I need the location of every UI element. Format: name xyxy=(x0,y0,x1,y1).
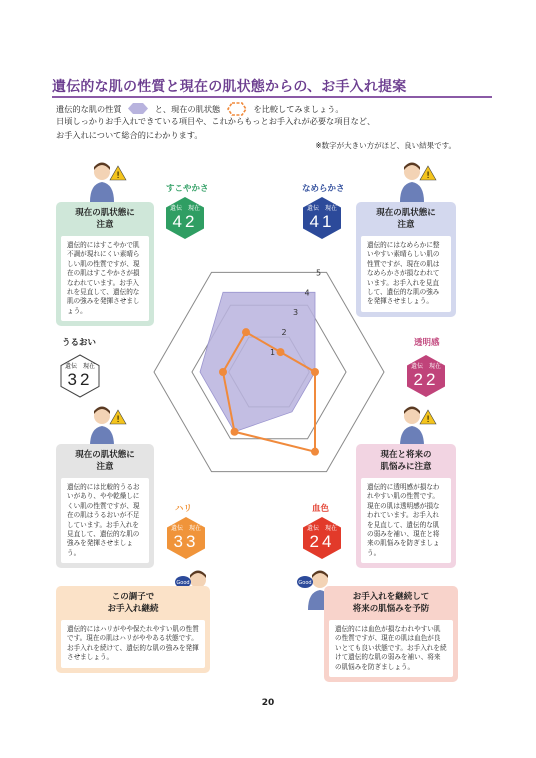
card-kesshoku xyxy=(324,586,458,682)
card-head-sukoyakasa xyxy=(56,202,154,236)
card-head-hari xyxy=(56,586,210,620)
current-point-1 xyxy=(242,328,250,336)
page-title: 遺伝的な肌の性質と現在の肌状態からの、お手入れ提案 xyxy=(52,79,407,95)
intro-text-genetic: 遺伝的な肌の性質 xyxy=(56,104,122,114)
svg-text:Good: Good xyxy=(298,580,312,586)
label-sukoyakasa: すこやかさ xyxy=(166,184,209,194)
card-head-kesshoku xyxy=(324,586,458,620)
card-nameraka xyxy=(356,202,456,317)
scale-label-5: 5 xyxy=(315,268,322,278)
card-body-uruoi: 遺伝的には比較的うるおいがあり、やや乾燥しにくい肌の性質ですが、現在の肌はうるおいが不足しています。お手入れを見直して、遺伝的な肌の強みを発揮させましょう。 xyxy=(61,478,149,563)
card-head-toumeikan xyxy=(356,444,456,478)
badge-hari xyxy=(164,516,208,560)
label-uruoi: うるおい xyxy=(62,338,97,348)
current-point-6 xyxy=(219,368,227,376)
person-warning-icon xyxy=(398,404,438,446)
title-divider xyxy=(52,96,492,98)
svg-text:Good: Good xyxy=(176,580,190,586)
intro-line-1 xyxy=(56,102,344,116)
svg-text:!: ! xyxy=(426,171,430,181)
label-kesshoku: 血色 xyxy=(312,504,330,514)
badge-nums-nameraka: 41 xyxy=(309,212,335,231)
score-note: ※数字が大きい方がほど、良い結果です。 xyxy=(315,141,456,150)
badge-nums-sukoyakasa: 42 xyxy=(172,212,198,231)
badge-uruoi xyxy=(58,354,102,398)
badge-sub-uruoi: 遺伝 現在 xyxy=(64,363,95,370)
label-hari: ハリ xyxy=(175,504,193,514)
intro-text-current: と、現在の肌状態 xyxy=(154,104,221,114)
scale-label-4: 4 xyxy=(304,288,310,298)
card-head-line: 現在の肌状態に 注意 xyxy=(376,208,436,230)
badge-sub-sukoyakasa: 遺伝 現在 xyxy=(169,205,200,212)
card-head-uruoi xyxy=(56,444,154,478)
card-hari xyxy=(56,586,210,673)
card-body-kesshoku: 遺伝的には血色が損なわれやすい肌の性質ですが、現在の肌は血色が良いとても良い状態です。お手入れを続けて遺伝的な肌の弱みを補い、将来の肌悩みを防ぎましょう。 xyxy=(329,620,453,677)
label-toumeikan: 透明感 xyxy=(414,338,440,348)
card-head-line: 現在の肌状態に 注意 xyxy=(75,208,135,230)
card-sukoyakasa xyxy=(56,202,154,326)
badge-nums-toumeikan: 22 xyxy=(413,370,439,389)
badge-sub-nameraka: 遺伝 現在 xyxy=(306,205,337,212)
card-head-line: 現在の肌状態に 注意 xyxy=(75,450,135,472)
card-head-line: お手入れを継続して 将来の肌悩みを予防 xyxy=(352,592,430,614)
person-warning-icon xyxy=(88,160,128,202)
svg-text:!: ! xyxy=(426,415,430,425)
current-point-2 xyxy=(277,348,285,356)
intro-line-3: お手入れについて総合的にわかります。 xyxy=(56,130,203,140)
badge-kesshoku xyxy=(300,516,344,560)
card-head-line: 現在と将来の 肌悩みに注意 xyxy=(380,450,432,472)
intro-line-2: 日頃しっかりお手入れできている項目や、これからもっとお手入れが必要な項目など、 xyxy=(56,116,376,126)
scale-label-2: 2 xyxy=(281,328,287,338)
card-body-toumeikan: 遺伝的に透明感が損なわれやすい肌の性質です。現在の肌は透明感が損なわれています。お手入れを見直して、遺伝的な肌の弱みを補い、現在と将来の肌悩みを防ぎましょう。 xyxy=(361,478,451,563)
card-body-nameraka: 遺伝的にはなめらかに整いやすい素晴らしい肌の性質ですが、現在の肌はなめらかさが損なわれています。お手入れを見直して、遺伝的な肌の強みを発揮させましょう。 xyxy=(361,236,451,312)
scale-label-3: 3 xyxy=(292,308,299,318)
current-point-3 xyxy=(311,368,319,376)
badge-nameraka xyxy=(300,196,344,240)
badge-sukoyakasa xyxy=(163,196,207,240)
badge-sub-kesshoku: 遺伝 現在 xyxy=(306,525,337,532)
person-warning-icon xyxy=(398,160,438,202)
badge-sub-toumeikan: 遺伝 現在 xyxy=(410,363,441,370)
genetic-legend-icon xyxy=(128,103,148,114)
badge-sub-hari: 遺伝 現在 xyxy=(170,525,201,532)
card-head-line: この調子で お手入れ継続 xyxy=(107,592,159,614)
card-toumeikan xyxy=(356,444,456,568)
badge-nums-hari: 33 xyxy=(173,532,199,551)
intro-text-compare: を比較してみましょう。 xyxy=(253,104,344,114)
card-head-nameraka xyxy=(356,202,456,236)
badge-nums-kesshoku: 24 xyxy=(309,532,335,551)
card-body-sukoyakasa: 遺伝的にはすこやかで肌不調が現れにくい素晴らしい肌の性質ですが、現在の肌はすこやかさが損なわれています。お手入れを見直して、遺伝的な肌の強みを発揮させましょう。 xyxy=(61,236,149,321)
badge-toumeikan xyxy=(404,354,448,398)
page-number: 20 xyxy=(261,698,275,708)
card-uruoi xyxy=(56,444,154,568)
svg-text:!: ! xyxy=(116,171,120,181)
person-warning-icon xyxy=(88,404,128,446)
scale-label-1: 1 xyxy=(269,348,276,358)
svg-text:!: ! xyxy=(116,415,120,425)
current-legend-icon xyxy=(227,102,247,116)
card-body-hari: 遺伝的にはハリがやや保たれやすい肌の性質です。現在の肌はハリがややある状態です。お手入れを続けて、遺伝的な肌の強みを発揮させましょう。 xyxy=(61,620,205,668)
current-point-5 xyxy=(231,428,239,436)
current-point-4 xyxy=(311,448,319,456)
badge-nums-uruoi: 32 xyxy=(67,370,93,389)
label-nameraka: なめらかさ xyxy=(302,184,345,194)
